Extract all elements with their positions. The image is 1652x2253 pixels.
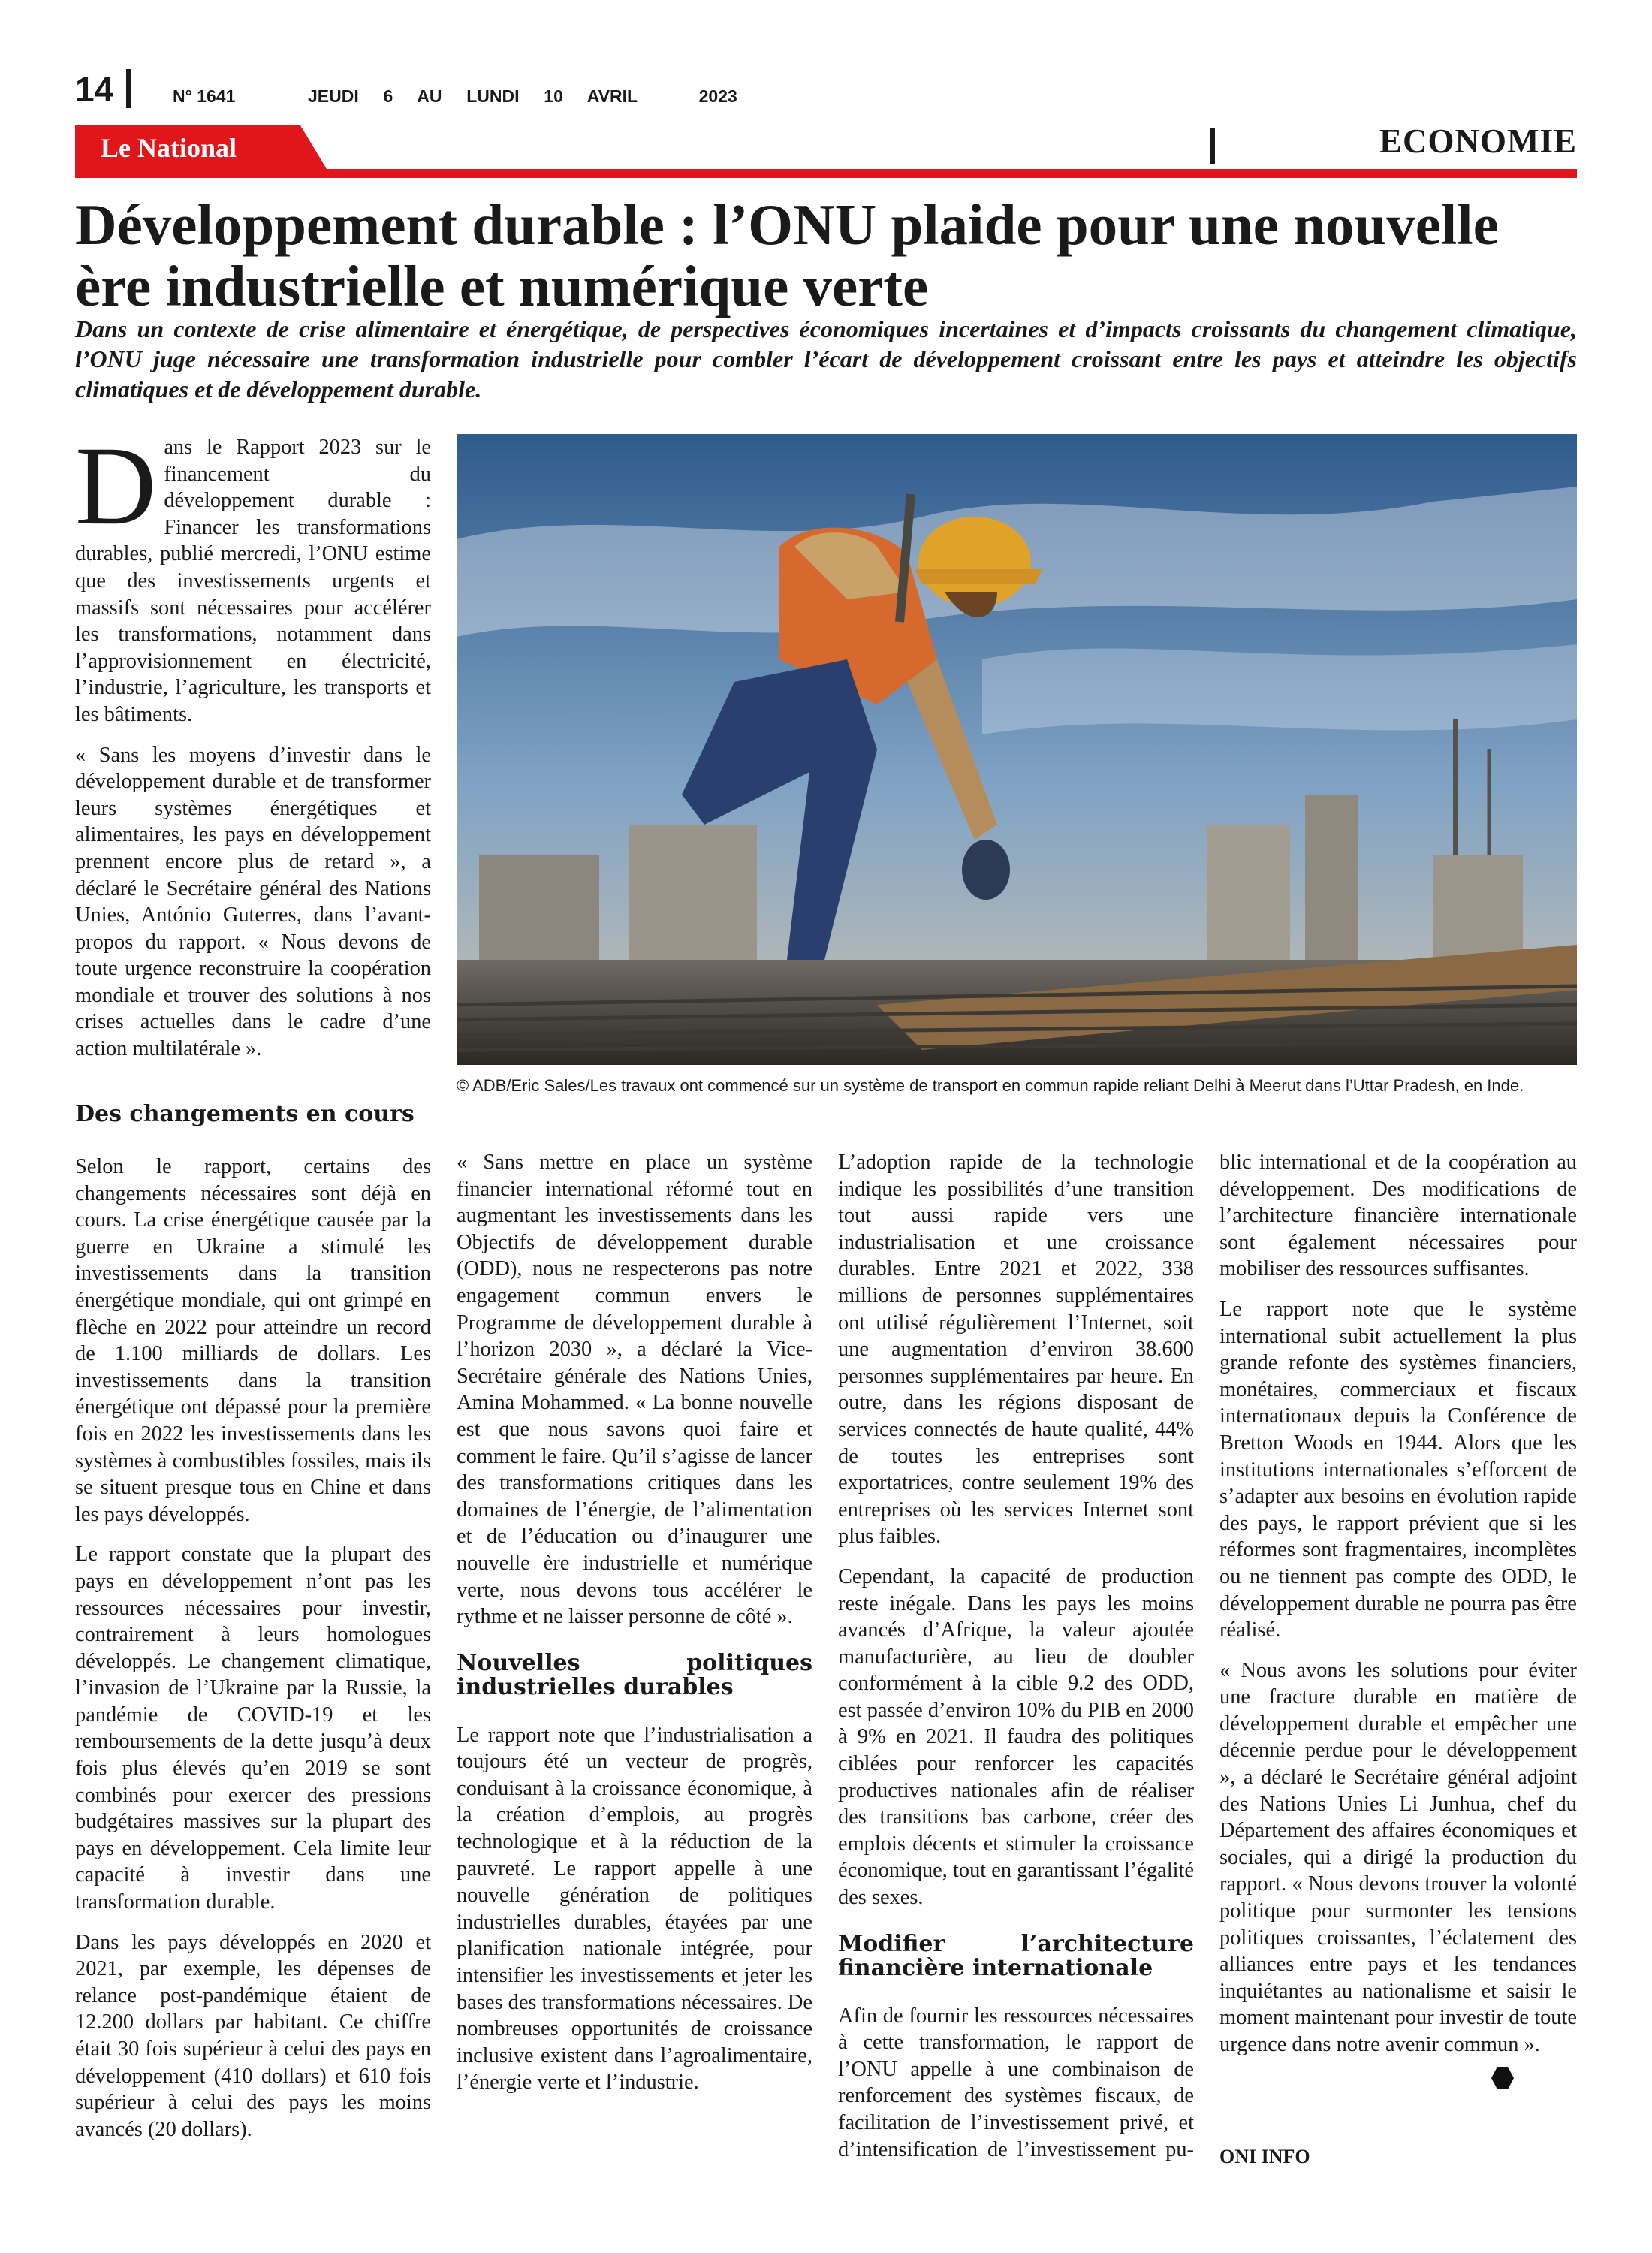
article-column-1-top xyxy=(75,424,431,1076)
end-of-article-icon xyxy=(1491,2066,1515,2094)
bretton-woods-paragraph: Le rapport note que le système international subit actuellement la plus grande refonte des systèmes financiers, monétaires, commerciaux et fiscaux internationaux depuis la Conférence de Bretton Woods en 1944. Alors que les institutions internationales s’efforcent de s’adapter aux besoins en évolution rapide des pays, le rapport prévient que si les réformes sont fragmentaires, incomplètes ou ne tiennent pas compte des ODD, le développement durable ne pourra pas être réalisé. xyxy=(1219,1297,1577,1642)
page-number: 14 xyxy=(75,70,114,109)
architecture-paragraph-start: Afin de fournir les ressources nécessaires à cette transformation, le rapport de l’ONU appelle à une combinaison de renforcement des systèmes fiscaux, de facilitation de l’investissement privé, et d’intensification de l’investissement pu- xyxy=(838,2004,1194,2161)
section-rule xyxy=(75,169,1577,178)
article-column-3 xyxy=(838,1149,1194,2176)
article-column-2 xyxy=(457,1149,812,2110)
heading-policies: Nouvelles politiques industrielles durables xyxy=(457,1649,812,1700)
article-standfirst: Dans un contexte de crise alimentaire et énergétique, de perspectives économiques incertaines et d’impacts croissants du changement climatique, l’ONU juge nécessaire une transformation industrielle pour combler l’écart de développement croissant entre les pays et atteindre les objectifs climatiques et de développement durable. xyxy=(75,315,1577,403)
changes-paragraph-3: Dans les pays développés en 2020 et 2021, par exemple, les dépenses de relance post-pandémique étaient de 12.200 dollars par habitant. Ce chiffre était 30 fois supérieur à celui des pays en développement (410 dollars) et 610 fois supérieur à celui des pays les moins avancés (20 dollars). xyxy=(75,1930,431,2141)
issue-date: JEUDI 6 AU LUNDI 10 AVRIL 2023 xyxy=(308,86,737,106)
article-headline: Développement durable : l’ONU plaide pour une nouvelle ère industrielle et numérique verte xyxy=(75,192,1499,318)
photo-caption: © ADB/Eric Sales/Les travaux ont commencé sur un système de transport en commun rapide reliant Delhi à Meerut dans l’Uttar Pradesh, en Inde. xyxy=(457,1076,1524,1095)
capacity-paragraph: Cependant, la capacité de production reste inégale. Dans les pays les moins avancés d’Afrique, la valeur ajoutée manufacturière, au lieu de doubler conformément à la cible 9.2 des ODD, est passée d’environ 10% du PIB en 2000 à 9% en 2021. Il faudra des politiques ciblées pour renforcer les capacités productives nationales afin de réaliser des transitions bas carbone, créer des emplois décents et stimuler la croissance économique, tout en garantissant l’égalité des sexes. xyxy=(838,1564,1194,1910)
intro-text: ans le Rapport 2023 sur le financement du développement durable : Financer les transformations durables, publié mercredi, l’ONU estime que des investissements urgents et massifs sont nécessaires pour accélérer les transformations, notamment dans l’approvisionnement en électricité, l’industrie, l’agriculture, les transports et les bâtiments. xyxy=(75,436,431,726)
heading-architecture: Modifier l’architecture financière internationale xyxy=(838,1930,1194,1981)
article-signature: ONI INFO xyxy=(1219,2146,1310,2167)
guterres-paragraph: « Sans les moyens d’investir dans le développement durable et de transformer leurs systèmes énergétiques et alimentaires, les pays en développement prennent encore plus de retard », a déclaré le Secrétaire général des Nations Unies, António Guterres, dans l’avant-propos du rapport. « Nous devons de toute urgence reconstruire la coopération mondiale et trouver des solutions à nos crises actuelles dans le cadre d’une action multilatérale ». xyxy=(75,743,431,1061)
issue-number: N° 1641 xyxy=(173,86,236,106)
photo-illustration xyxy=(457,434,1577,1065)
architecture-paragraph-end: blic international et de la coopération au développement. Des modifications de l’architecture financière internationale sont également nécessaires pour mobiliser des ressources suffisantes. xyxy=(1219,1151,1577,1281)
construction-worker-photo xyxy=(457,434,1577,1065)
changes-paragraph-2: Le rapport constate que la plupart des pays en développement n’ont pas les ressources nécessaires pour investir, contrairement à leurs homologues développés. Le changement climatique, l’invasion de l’Ukraine par la Russie, la pandémie de COVID-19 et les remboursements de la dette jusqu’à deux fois plus élevés qu’en 2019 se sont combinés pour exercer des pressions budgétaires massives sur la plupart des pays en développement. Cela limite leur capacité à investir dans une transformation durable. xyxy=(75,1543,431,1914)
article-column-4 xyxy=(1219,1149,1577,2072)
heading-changes: Des changements en cours xyxy=(75,1101,415,1127)
intro-paragraph xyxy=(75,424,431,728)
li-junhua-paragraph: « Nous avons les solutions pour éviter une fracture durable en matière de développement durable et empêcher une décennie perdue pour le développement », a déclaré le Secrétaire général adjoint des Nations Unies Li Junhua, chef du Département des affaires économiques et sociales, qui a dirigé la production du rapport. « Nous devons trouver la volonté politique pour surmonter les tensions politiques croissantes, l’éclatement des alliances entre pays et les tendances inquiétantes au nationalisme et saisir le moment maintenant pour investir de toute urgence dans notre avenir commun ». xyxy=(1219,1658,1577,2056)
brand-name: Le National xyxy=(101,133,237,163)
drop-cap: D xyxy=(75,424,157,548)
brand-tab xyxy=(75,125,327,169)
page-number-divider xyxy=(126,69,131,108)
policies-paragraph: Le rapport note que l’industrialisation a toujours été un vecteur de progrès, conduisant à la croissance économique, à la création d’emplois, au progrès technologique et à la réduction de la pauvreté. Le rapport appelle à une nouvelle génération de politiques industrielles durables, étayées par une planification nationale intégrée, pour intensifier les investissements et jeter les bases des transformations nécessaires. De nombreuses opportunités de croissance inclusive existent dans l’agroalimentaire, l’énergie verte et l’industrie. xyxy=(457,1723,812,2095)
tech-paragraph: L’adoption rapide de la technologie indique les possibilités d’une transition tout aussi rapide vers une industrialisation et une croissance durables. Entre 2021 et 2022, 338 millions de personnes supplémentaires ont utilisé régulièrement l’Internet, soit une augmentation d’environ 38.600 personnes supplémentaires par heure. En outre, dans les régions disposant de services connectés de haute qualité, 44% de toutes les entreprises sont exportatrices, contre seulement 19% des entreprises où les services Internet sont plus faibles. xyxy=(838,1151,1194,1549)
section-title: ECONOMIE xyxy=(1379,122,1577,160)
changes-paragraph-1: Selon le rapport, certains des changements nécessaires sont déjà en cours. La crise énergétique causée par la guerre en Ukraine a stimulé les investissements dans la transition énergétique mondiale, qui ont grimpé en flèche en 2022 pour atteindre un record de 1.100 milliards de dollars. Les investissements dans la transition énergétique ont dépassé pour la première fois en 2022 les investissements dans les systèmes à combustibles fossiles, mais ils se situent presque tous en Chine et dans les pays développés. xyxy=(75,1155,431,1526)
section-divider xyxy=(1210,128,1215,164)
article-column-1-bottom xyxy=(75,1154,431,2156)
mohammed-paragraph: « Sans mettre en place un système financier international réformé tout en augmentant les investissements dans les Objectifs de développement durable (ODD), nous ne respecterons pas notre engagement commun envers le Programme de développement durable à l’horizon 2030 », a déclaré la Vice-Secrétaire générale des Nations Unies, Amina Mohammed. « La bonne nouvelle est que nous savons quoi faire et comment le faire. Qu’il s’agisse de lancer des transformations critiques dans les domaines de l’énergie, de l’alimentation et de l’éducation ou d’inaugurer une nouvelle ère industrielle et numérique verte, nous devons tous accélérer le rythme et ne laisser personne de côté ». xyxy=(457,1151,812,1629)
